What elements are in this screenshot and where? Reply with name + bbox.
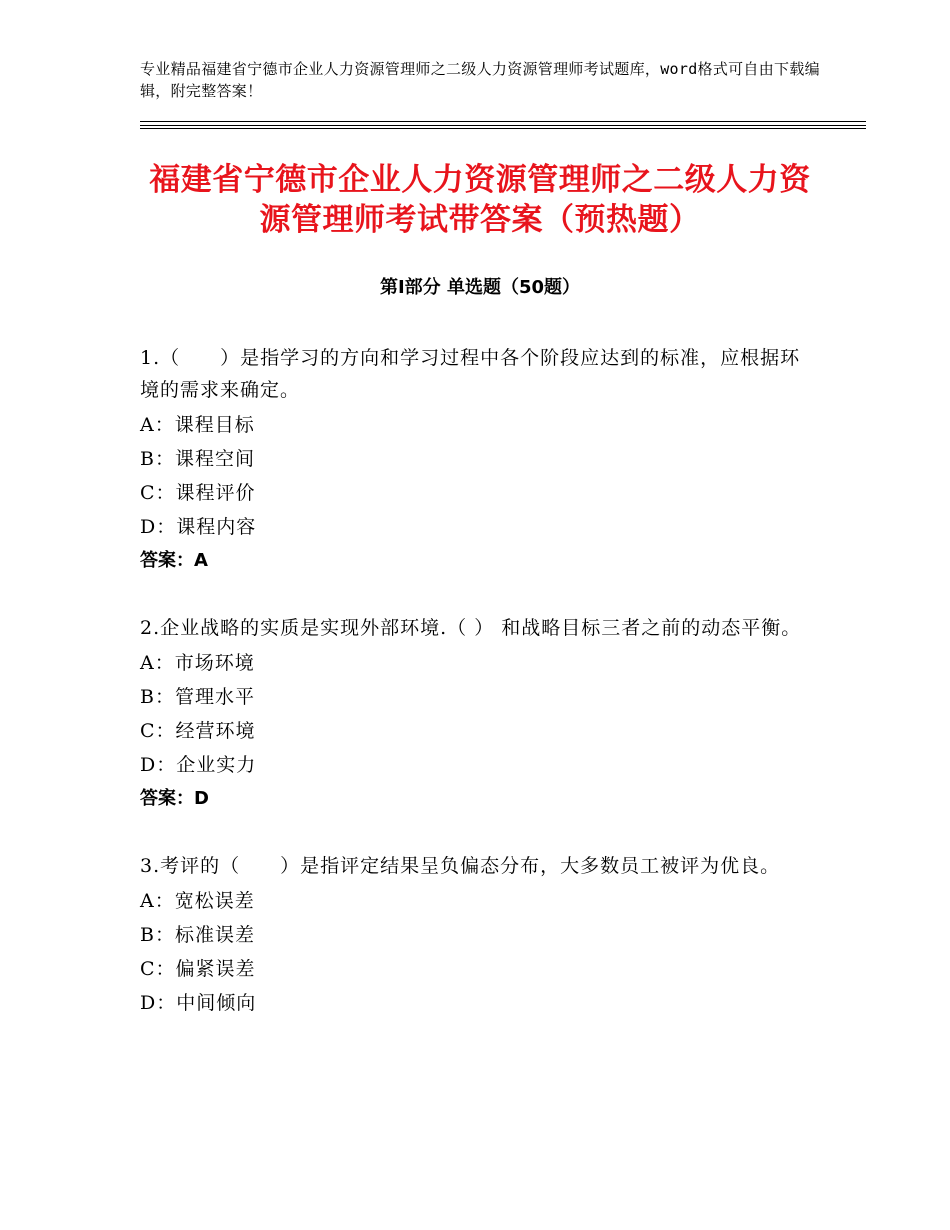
option-b: B：课程空间 — [140, 448, 255, 470]
question-stem: 2.企业战略的实质是实现外部环境.（ ） 和战略目标三者之前的动态平衡。 — [140, 617, 802, 639]
answer: 答案：D — [140, 788, 209, 809]
option-c: C：经营环境 — [140, 720, 256, 742]
option-c: C：偏紧误差 — [140, 958, 256, 980]
option-b: B：管理水平 — [140, 686, 255, 708]
question-stem: 1.（ ）是指学习的方向和学习过程中各个阶段应达到的标准，应根据环境的需求来确定。 — [140, 347, 801, 401]
document-title: 福建省宁德市企业人力资源管理师之二级人力资源管理师考试带答案（预热题） — [149, 162, 811, 238]
header-divider — [140, 128, 866, 129]
option-a: A：宽松误差 — [140, 890, 255, 912]
option-d: D：课程内容 — [140, 516, 257, 538]
question-3 — [140, 850, 810, 1020]
option-d: D：企业实力 — [140, 754, 257, 776]
section-title: 第Ⅰ部分 单选题（50题） — [379, 277, 580, 298]
answer: 答案：A — [140, 550, 208, 571]
option-d: D：中间倾向 — [140, 992, 257, 1014]
option-a: A：课程目标 — [140, 414, 255, 436]
header-divider — [140, 121, 866, 122]
option-b: B：标准误差 — [140, 924, 255, 946]
option-a: A：市场环境 — [140, 652, 255, 674]
header-divider — [140, 125, 866, 126]
option-c: C：课程评价 — [140, 482, 256, 504]
question-stem: 3.考评的（ ）是指评定结果呈负偏态分布，大多数员工被评为优良。 — [140, 855, 781, 877]
question-2 — [140, 612, 810, 816]
question-list — [140, 342, 810, 1054]
header-note: 专业精品福建省宁德市企业人力资源管理师之二级人力资源管理师考试题库，word格式可自由下载编辑，附完整答案！ — [140, 60, 820, 100]
question-1 — [140, 342, 810, 578]
